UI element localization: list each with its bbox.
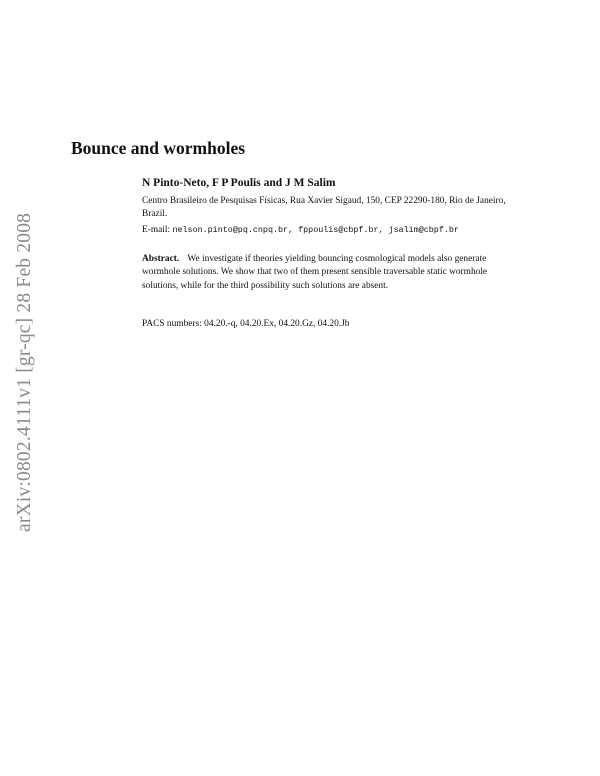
abstract-label: Abstract. [142,254,180,264]
email-label: E-mail: [142,225,173,235]
affiliation: Centro Brasileiro de Pesquisas Físicas, Rua Xavier Sigaud, 150, CEP 22290-180, Rio de Janeiro, Brazil. [142,196,506,220]
abstract-text: We investigate if theories yielding bouncing cosmological models also generate wormhole solutions. We show that two of them present sensible traversable static wormhole solutions, while for the third possibility such solutions are absent. [142,254,488,291]
abstract [142,253,508,293]
pacs-numbers: PACS numbers: 04.20.-q, 04.20.Ex, 04.20.Gz, 04.20.Jb [142,319,350,329]
email-line [142,225,508,235]
paper-title: Bounce and wormholes [71,138,246,158]
email-addresses: nelson.pinto@pq.cnpq.br, fppoulis@cbpf.br, jsalim@cbpf.br [172,225,459,235]
arxiv-identifier-stamp: arXiv:0802.4111v1 [gr-qc] 28 Feb 2008 [14,212,35,532]
author-list: N Pinto-Neto, F P Poulis and J M Salim [142,177,336,189]
